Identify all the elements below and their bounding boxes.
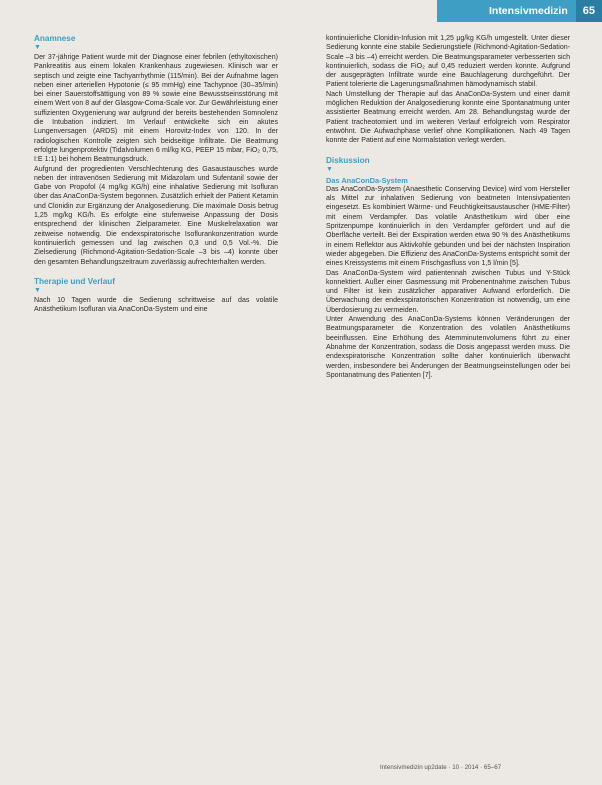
anaconda-paragraph: Das AnaConDa-System (Anaesthetic Conserving Device) wird vom Hersteller als Mittel zur inhalativen Sedierung von beatmeten Intensivpatienten eingesetzt. Es kombiniert Wärme- und Feuchtigkeitsaustauscher (HME-Filter) mit einem Verdampfer. Das volatile Anästhetikum wird über eine Spritzenpumpe kontinuierlich in den Verdampfer gefördert und auf die Oberfläche verteilt. Bei der Exspiration werden etwa 90 % des Anästhetikums in einem Reflektor aus Aktivkohle gebunden und bei der nächsten Inspiration wieder abgegeben. Die Effizienz des AnaConDa-Systems entspricht somit der eines Kreissystems mit einem Frischgasfluss von 1,5 l/min [5]. bbox=[326, 185, 570, 268]
anaconda-subheading: Das AnaConDa-System bbox=[326, 175, 408, 185]
verlauf-paragraph-2: Nach Umstellung der Therapie auf das AnaConDa-System und einer damit möglichen Reduktion der Analgosedierung konnte eine Spontanatmung unter assistierter Beatmung erreicht werden. Am 28. Behandlungstag wurde der Patient tracheotomiert und im weiteren Verlauf erfolgreich vom Respirator entwöhnt. Die Aufwachphase verlief ohne Komplikationen. Nach 49 Tagen konnte der Patient auf eine Normalstation verlegt werden. bbox=[326, 90, 570, 145]
running-header bbox=[437, 0, 602, 22]
anamnese-paragraph-2: Aufgrund der progredienten Verschlechterung des Gasaustausches wurde neben der intravenösen Sedierung mit Midazolam und Sufentanil sowie der Gabe von Propofol (4 mg/kg KG/h) eine inhalative Sedierung mit Isofluran über das AnaConDa-System begonnen. Zusätzlich erhielt der Patient Ketamin und Clonidin zur Ergänzung der Analgosedierung. Die maximale Dosis betrug 1,25 mg/kg KG/h. Es erfolgte eine stufenweise Anpassung der Dosis entsprechend der klinischen Zielparameter. Eine Muskelrelaxation war zeitweise notwendig. Die endexspiratorische Isoflurankonzentration wurde kontinuierlich gemessen und lag zwischen 0,3 und 0,5 Vol.-%. Die Zielsedierung (Richmond-Agitation-Sedation-Scale –3 bis –4) konnte über den gesamten Behandlungszeitraum zuverlässig aufrechterhalten werden. bbox=[34, 165, 278, 266]
anamnese-paragraph: Der 37-jährige Patient wurde mit der Diagnose einer febrilen (ethyltoxischen) Pankreatitis aus einem lokalen Krankenhaus zugewiesen. Klinisch war er septisch und zeigte eine Tachyarrhythmie (115/min). Bei der Aufnahme lagen neben einer arteriellen Hypotonie (≤ 95 mmHg) eine Tachypnoe (30–35/min) bei einer Sauerstoffsättigung von 89 % sowie eine Bewusstseinsstörung mit einem Wert von 8 auf der Glasgow-Coma-Scale vor. Zur Gewährleistung einer suffizienten Oxygenierung war aufgrund der bereits bestehenden Somnolenz die Intubation indiziert. Im Verlauf entwickelte sich ein akutes Lungenversagen (ARDS) mit einem Horovitz-Index von 120. In der radiologischen Kontrolle zeigten sich beidseitige Infiltrate. Die Beatmung erfolgte lungenprotektiv (Tidalvolumen 6 ml/kg KG, PEEP 15 mbar, FiO₂ 0,75, I:E 1:1) bei hohem Beatmungsdruck. bbox=[34, 54, 278, 164]
anamnese-heading: Anamnese bbox=[34, 34, 76, 43]
left-column bbox=[34, 34, 278, 314]
chevron-down-icon: ▼ bbox=[34, 286, 41, 294]
diskussion-heading: Diskussion bbox=[326, 155, 370, 165]
therapie-paragraph: Nach 10 Tagen wurde die Sedierung schrittweise auf das volatile Anästhetikum Isofluran via AnaConDa-System und eine bbox=[34, 296, 278, 314]
therapie-heading: Therapie und Verlauf bbox=[34, 276, 115, 286]
verlauf-paragraph: kontinuierliche Clonidin-Infusion mit 1,25 µg/kg KG/h umgestellt. Unter dieser Sedierung konnte eine stabile Sedierungstiefe (Richmond-Agitation-Sedation-Scale –3 bis –4) erreicht werden. Die Beatmungsparameter verbesserten sich kontinuierlich, sodass die FiO₂ auf 0,45 reduziert werden konnte. Aufgrund der ausgeprägten Infiltrate wurde eine Bauchlagerung durchgeführt. Der Patient tolerierte die Lagerungsmaßnahmen hämodynamisch stabil. bbox=[326, 35, 570, 89]
footer-citation: Intensivmedizin up2date · 10 · 2014 · 65–67 bbox=[380, 764, 502, 771]
anaconda-paragraph-2: Das AnaConDa-System wird patientennah zwischen Tubus und Y-Stück konnektiert. Außer einer Gasmessung mit Probenentnahme zwischen Tubus und Filter ist kein zusätzlicher apparativer Aufwand erforderlich. Die Überwachung der endexspiratorischen Konzentration ist notwendig, um eine Überdosierung zu vermeiden. bbox=[326, 269, 570, 314]
header-section-title: Intensivmedizin bbox=[488, 5, 568, 17]
anaconda-paragraph-3: Unter Anwendung des AnaConDa-Systems können Veränderungen der Beatmungsparameter die Konzentration des volatilen Anästhetikums beeinflussen. Eine Erhöhung des Atemminutenvolumens führt zu einer Abnahme der Konzentration, sodass die Dosis angepasst werden muss. Die endexspiratorische Konzentration sollte daher kontinuierlich überwacht werden, insbesondere bei Änderungen der Beatmungseinstellungen oder bei Spontanatmung des Patienten [7]. bbox=[326, 316, 570, 379]
page-number: 65 bbox=[576, 0, 602, 22]
chevron-down-icon: ▼ bbox=[34, 44, 41, 51]
chevron-down-icon: ▼ bbox=[326, 165, 333, 173]
right-column bbox=[326, 34, 570, 380]
